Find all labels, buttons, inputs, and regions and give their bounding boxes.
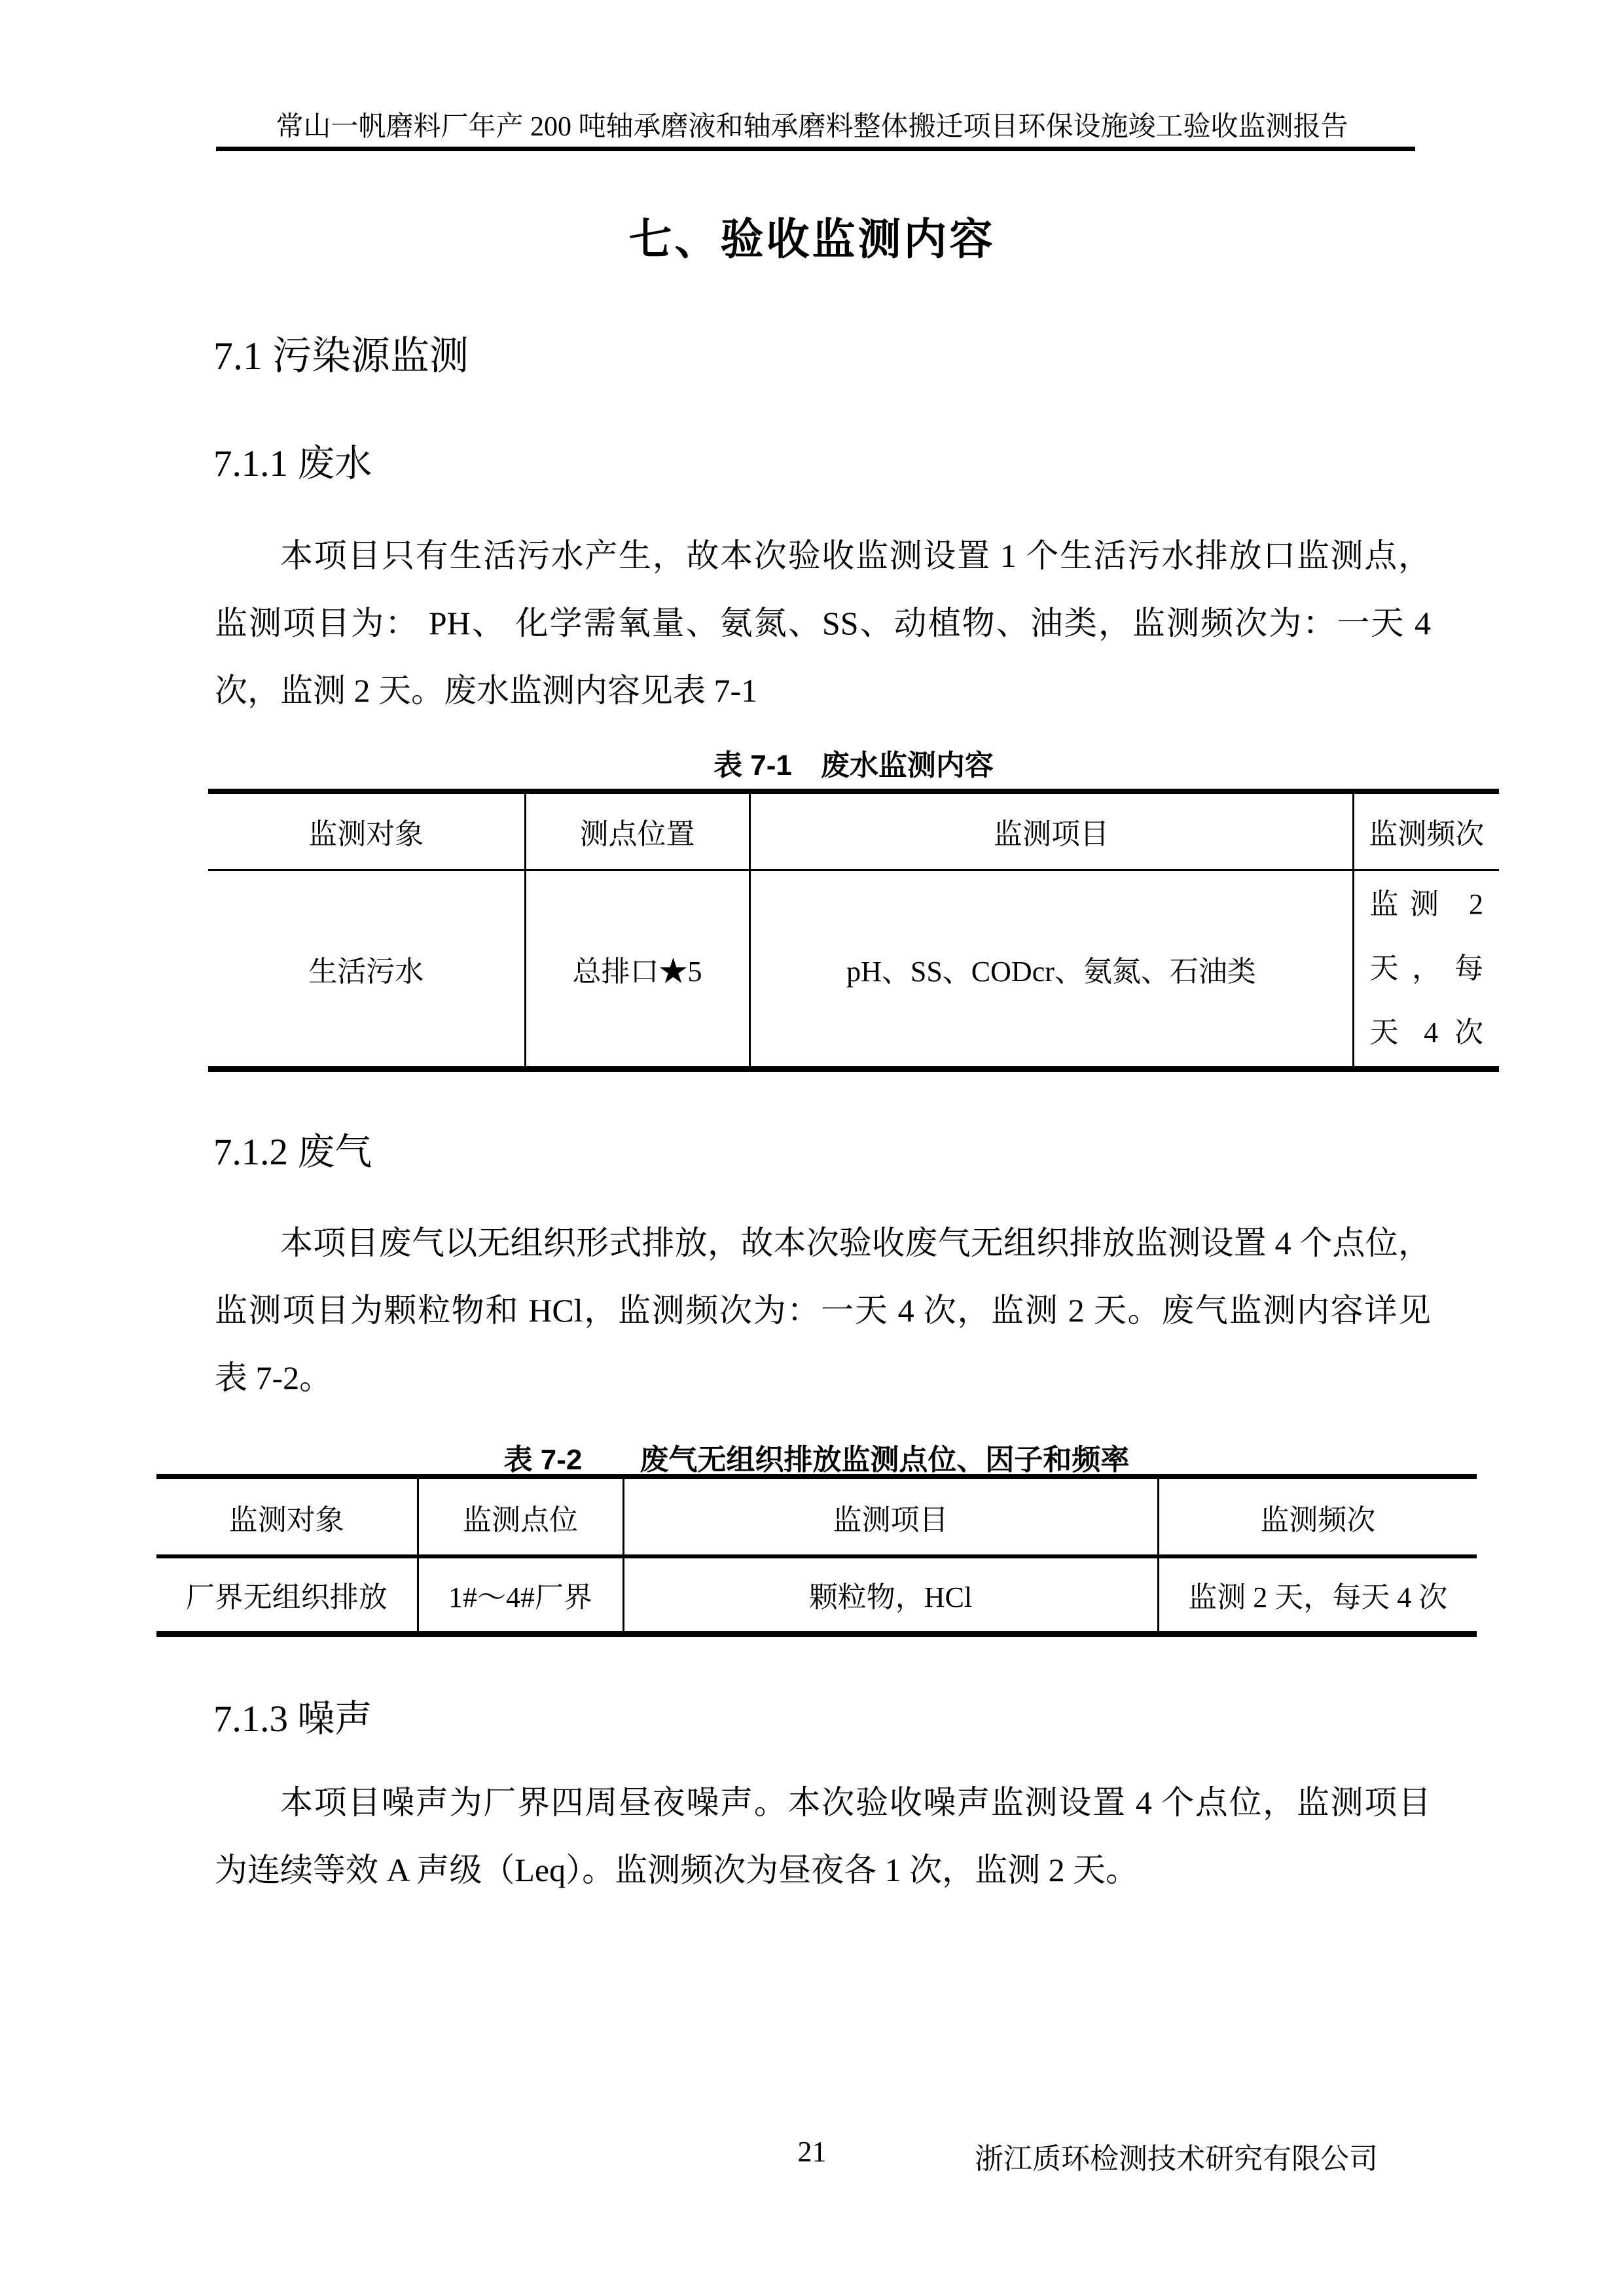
paragraph-line: 表 7-2。 <box>215 1359 333 1396</box>
paragraph-line: 本项目废气以无组织形式排放，故本次验收废气无组织排放监测设置 4 个点位， <box>280 1225 1431 1261</box>
cell-monitor-object: 生活污水 <box>208 870 525 1069</box>
paragraph-line: 本项目只有生活污水产生，故本次验收监测设置 1 个生活污水排放口监测点， <box>280 537 1431 574</box>
column-header: 监测项目 <box>623 1477 1158 1556</box>
cell-monitor-items: pH、SS、CODcr、氨氮、石油类 <box>749 870 1353 1069</box>
column-header: 监测对象 <box>156 1477 418 1556</box>
header-rule <box>216 147 1415 151</box>
cell-monitor-items: 颗粒物，HCl <box>623 1556 1158 1634</box>
table-7-1 <box>208 789 1499 1072</box>
cell-monitor-object: 厂界无组织排放 <box>156 1556 418 1634</box>
cell-monitor-frequency: 监测 2 天，每天 4 次 <box>1188 1581 1448 1614</box>
table-row <box>156 1556 1477 1634</box>
footer-page-number: 21 <box>797 2136 827 2168</box>
table-7-1-caption: 表 7-1 废水监测内容 <box>713 749 994 781</box>
paragraph-waste-gas <box>215 1210 1431 1412</box>
paragraph-line: 本项目噪声为厂界四周昼夜噪声。本次验收噪声监测设置 4 个点位，监测项目 <box>280 1784 1431 1821</box>
cell-monitor-frequency <box>1353 870 1499 1069</box>
paragraph-line: 监测项目为： PH、 化学需氧量、氨氮、SS、动植物、油类，监测频次为：一天 4 <box>215 605 1431 641</box>
section-heading-7-1-2: 7.1.2 废气 <box>213 1132 372 1173</box>
frequency-line: 天，每 <box>1369 952 1483 984</box>
section-heading-7-1-1: 7.1.1 废水 <box>213 443 372 484</box>
footer-company-name: 浙江质环检测技术研究有限公司 <box>975 2143 1378 2175</box>
table-7-2-header-row <box>156 1477 1477 1556</box>
column-header: 监测频次 <box>1353 791 1499 870</box>
section-heading-7-1-3: 7.1.3 噪声 <box>213 1698 372 1740</box>
page-header-text: 常山一帆磨料厂年产 200 吨轴承磨液和轴承磨料整体搬迁项目环保设施竣工验收监测报告 <box>276 112 1348 142</box>
cell-point-location: 1#～4#厂界 <box>418 1556 623 1634</box>
table-7-2-caption: 表 7-2 废气无组织排放监测点位、因子和频率 <box>503 1444 1130 1476</box>
page-title: 七、验收监测内容 <box>628 215 996 263</box>
table-7-1-header-row <box>208 791 1499 870</box>
paragraph-line: 监测项目为颗粒物和 HCl，监测频次为：一天 4 次，监测 2 天。废气监测内容详见 <box>215 1292 1431 1329</box>
paragraph-line: 次，监测 2 天。废水监测内容见表 7-1 <box>215 672 758 709</box>
frequency-line: 监测 2 <box>1369 888 1483 920</box>
column-header: 监测对象 <box>208 791 525 870</box>
paragraph-line: 为连续等效 A 声级（Leq）。监测频次为昼夜各 1 次，监测 2 天。 <box>215 1852 1139 1888</box>
cell-point-location: 总排口★5 <box>525 870 749 1069</box>
column-header: 测点位置 <box>525 791 749 870</box>
section-heading-7-1: 7.1 污染源监测 <box>213 334 469 378</box>
column-header: 监测项目 <box>749 791 1353 870</box>
column-header: 监测频次 <box>1158 1477 1477 1556</box>
table-row <box>208 870 1499 1069</box>
frequency-line: 天 4 次 <box>1369 1016 1483 1049</box>
column-header: 监测点位 <box>418 1477 623 1556</box>
paragraph-noise <box>215 1769 1431 1904</box>
table-7-2 <box>156 1474 1477 1637</box>
paragraph-wastewater <box>215 522 1431 725</box>
